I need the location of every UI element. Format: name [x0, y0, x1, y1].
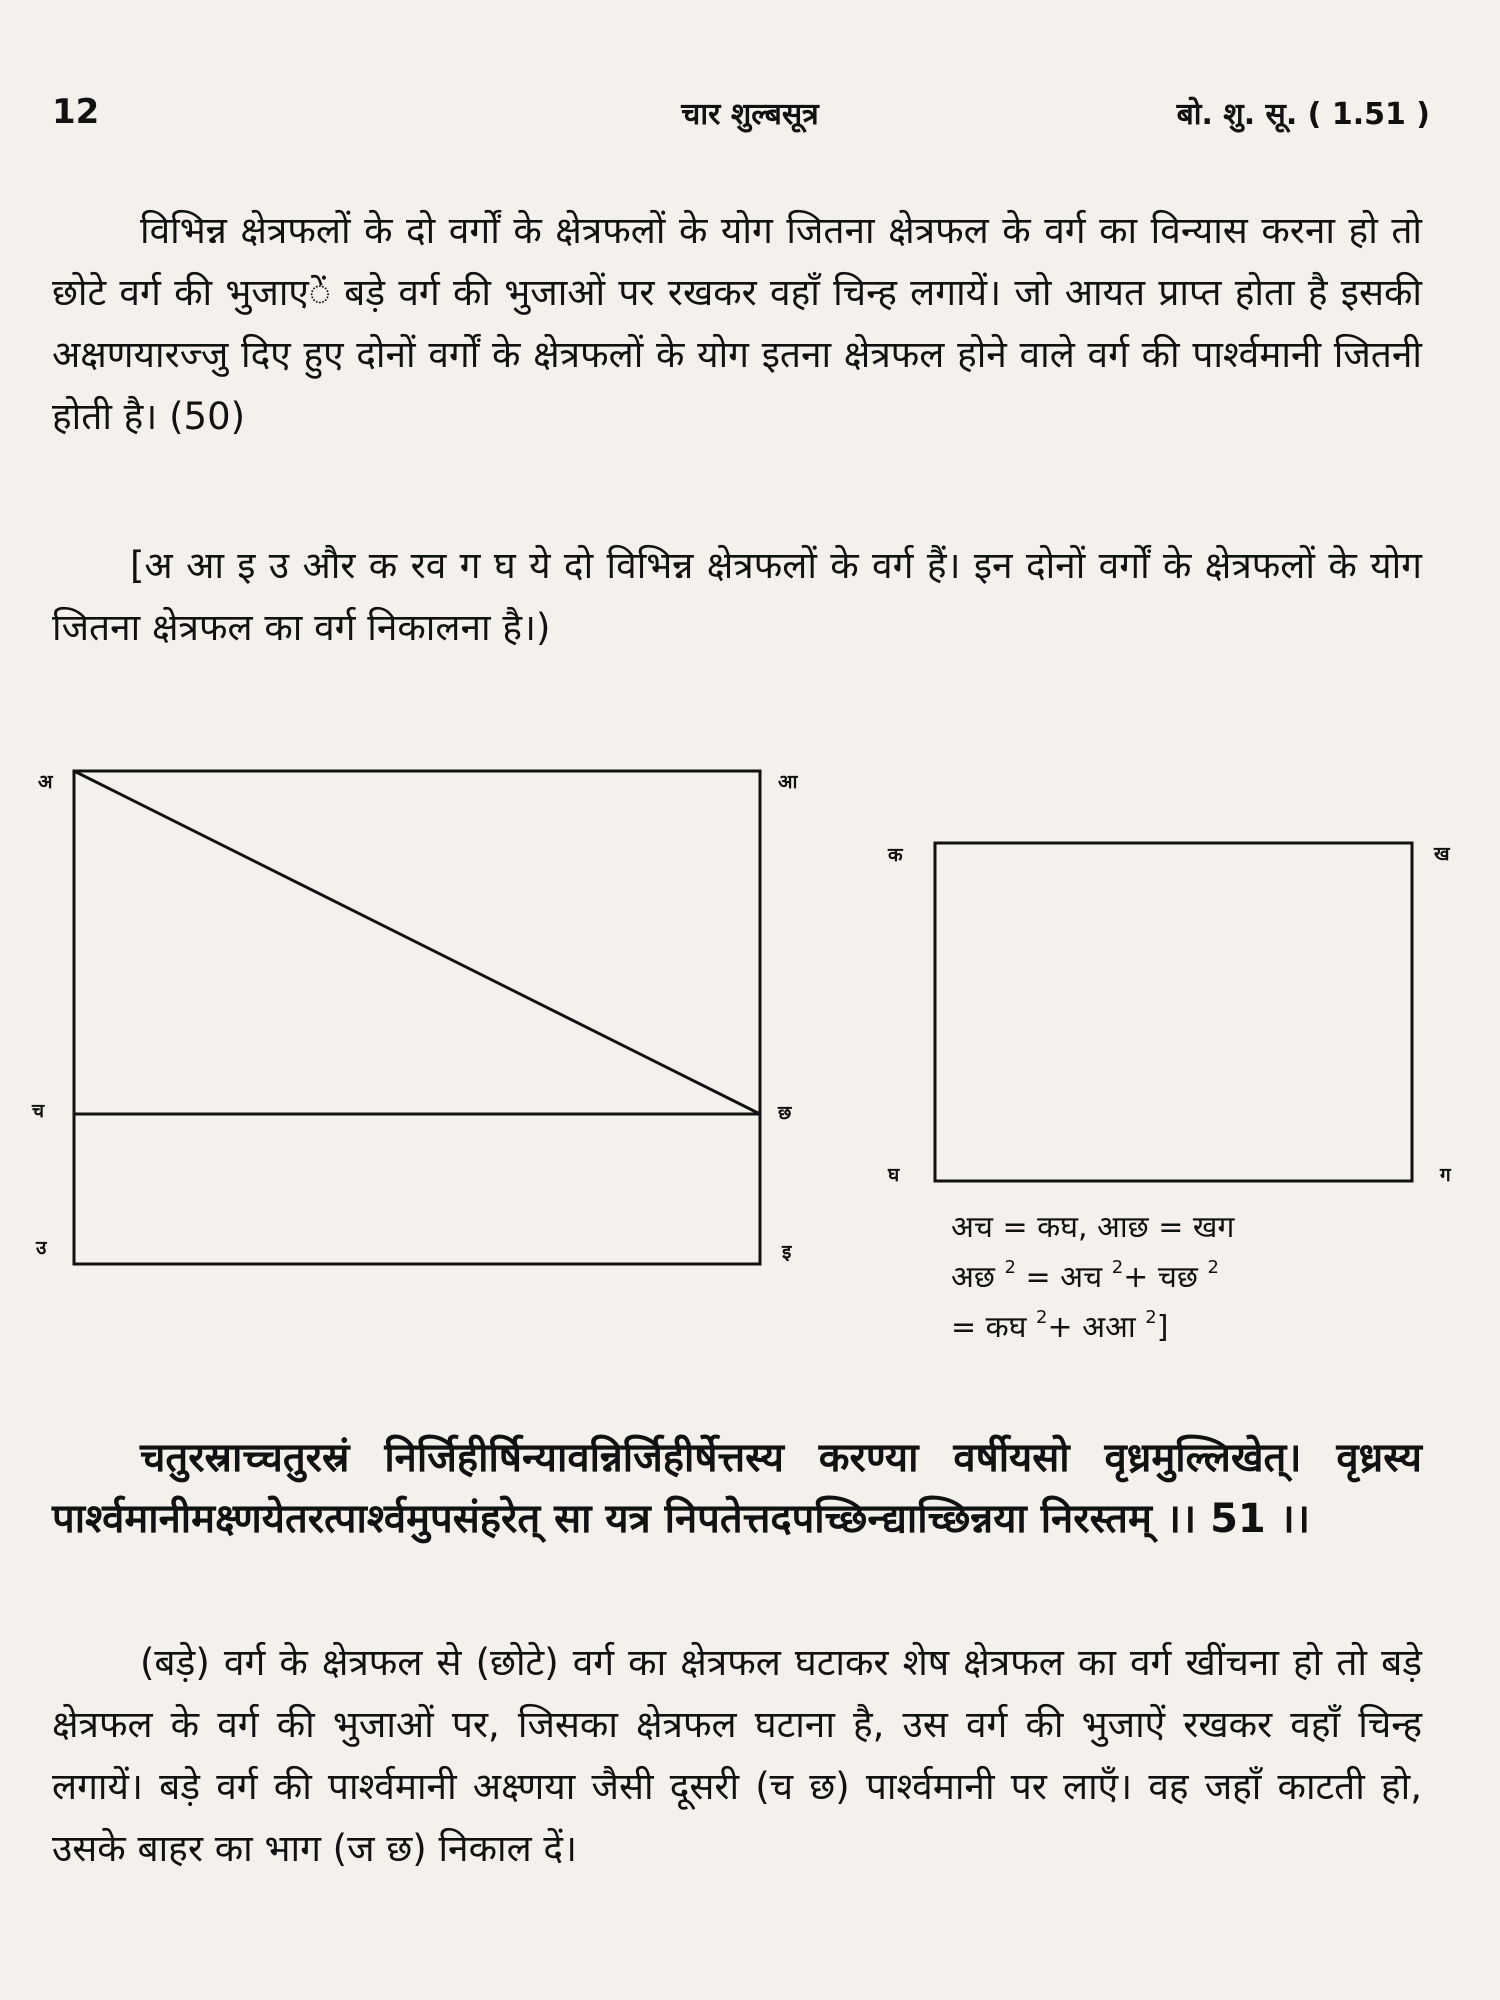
sanskrit-sutra-51: चतुरस्राच्चतुरस्रं निर्जिहीर्षिन्यावन्निर्जिहीर्षेत्तस्य करण्या वर्षीयसो वृध्रमुल्लिखेत्। वृध्रस्य पार्श्वमानीमक्ष्णयेतरत्पार्श्वमुपसंहरेत् सा यत्र निपतेत्तदपच्छिन्द्याच्छिन्नया निरस्तम् ।। 51 ।।: [52, 1435, 1422, 1542]
diagonal-a-chha: [74, 771, 760, 1114]
label-u: उ: [36, 1237, 47, 1259]
label-gha: घ: [888, 1164, 900, 1186]
sutra-reference: बो. शु. सू. ( 1.51 ): [1176, 97, 1430, 132]
paragraph-explanation-50: विभिन्न क्षेत्रफलों के दो वर्गों के क्षेत्रफलों के योग जितना क्षेत्रफल के वर्ग का विन्यास करना हो तो छोटे वर्ग की भुजाएें बड़े वर्ग की भुजाओं पर रखकर वहाँ चिन्ह लगायें। जो आयत प्राप्त होता है इसकी अक्षणयारज्जु दिए हुए दोनों वर्गों के क्षेत्रफलों के योग इतना क्षेत्रफल होने वाले वर्ग की पार्श्वमानी जितनी होती है। (50): [52, 209, 1422, 438]
running-title: चार शुल्बसूत्र: [681, 97, 819, 132]
page-number: 12: [52, 92, 100, 132]
label-kha: ख: [1434, 843, 1450, 865]
equation-1: अच = कघ, आछ = खग: [951, 1210, 1235, 1245]
label-ka: क: [888, 844, 903, 866]
equation-3: = कघ $^2$+ अआ $^2$]: [951, 1307, 1169, 1345]
label-a: अ: [38, 771, 53, 793]
label-aa: आ: [778, 771, 798, 793]
big-square-rect: [74, 771, 760, 1264]
small-square-rect: [935, 843, 1412, 1181]
paragraph-figure-note: [अ आ इ उ और क रव ग घ ये दो विभिन्न क्षेत्रफलों के वर्ग हैं। इन दोनों वर्गों के क्षेत्रफलों के योग जितना क्षेत्रफल का वर्ग निकालना है।): [52, 544, 1422, 649]
label-ga: ग: [1440, 1164, 1451, 1186]
label-chha: छ: [778, 1102, 792, 1124]
label-i: इ: [782, 1241, 792, 1263]
equation-2: अछ $^2$ = अच $^2$+ चछ $^2$: [951, 1257, 1219, 1295]
label-cha: च: [32, 1100, 45, 1122]
paragraph-explanation-51: (बड़े) वर्ग के क्षेत्रफल से (छोटे) वर्ग का क्षेत्रफल घटाकर शेष क्षेत्रफल का वर्ग खींचना हो तो बड़े क्षेत्रफल के वर्ग की भुजाओं पर, जिसका क्षेत्रफल घटाना है, उस वर्ग की भुजाऐं रखकर वहाँ चिन्ह लगायें। बड़े वर्ग की पार्श्वमानी अक्ष्णया जैसी दूसरी (च छ) पार्श्वमानी पर लाएँ। वह जहाँ काटती हो, उसके बाहर का भाग (ज छ) निकाल दें।: [52, 1641, 1422, 1870]
